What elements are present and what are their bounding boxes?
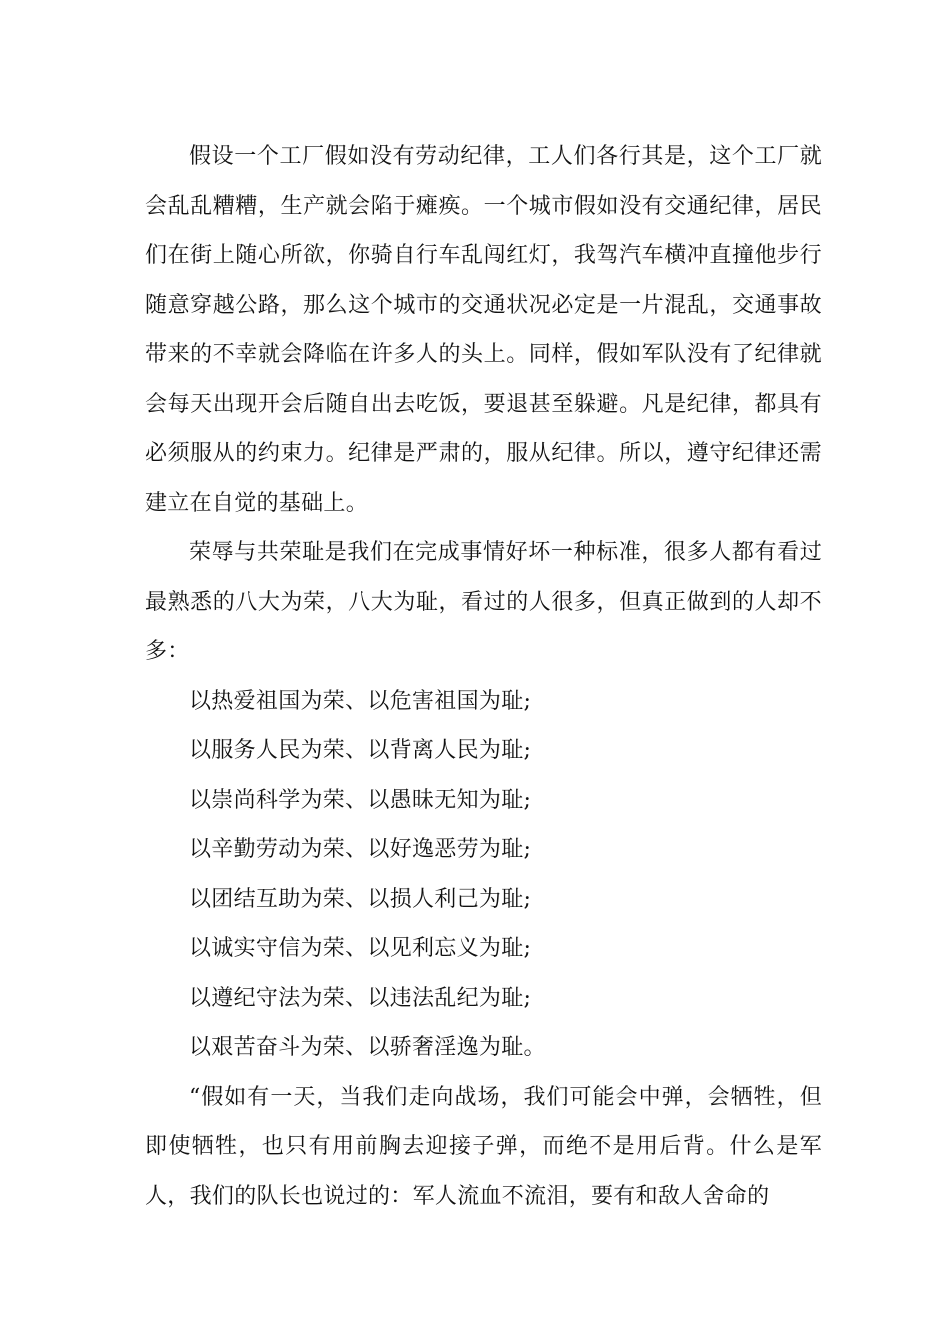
honor-list-item: 以热爱祖国为荣、以危害祖国为耻; <box>189 688 532 714</box>
honor-list-item: 以艰苦奋斗为荣、以骄奢淫逸为耻。 <box>189 1035 546 1060</box>
honor-list-item: 以服务人民为荣、以背离人民为耻; <box>189 738 532 763</box>
honor-list-item: 以遵纪守法为荣、以违法乱纪为耻; <box>189 985 532 1011</box>
honor-list-item: 以团结互助为荣、以损人利己为耻; <box>189 886 532 912</box>
honor-list-item: 以诚实守信为荣、以见利忘义为耻; <box>189 936 532 961</box>
paragraph-discipline: 假设一个工厂假如没有劳动纪律，工人们各行其是，这个工厂就会乱乱糟糟，生产就会陷于瘫痪。一个城市假如没有交通纪律，居民们在街上随心所欲，你骑自行车乱闯红灯，我驾汽车横冲直撞他步行随意穿越公路，那么这个城市的交通状况必定是一片混乱，交通事故带来的不幸就会降临在许多人的头上。同样，假如军队没有了纪律就会每天出现开会后随自出去吃饭，要退甚至躲避。凡是纪律，都具有必须服从的约束力。纪律是严肃的，服从纪律。所以，遵守纪律还需建立在自觉的基础上。 <box>145 144 822 516</box>
paragraph-honor-shame: 荣辱与共荣耻是我们在完成事情好坏一种标准，很多人都有看过最熟悉的八大为荣，八大为耻，看过的人很多，但真正做到的人却不多： <box>145 540 822 664</box>
honor-list-item: 以崇尚科学为荣、以愚昧无知为耻; <box>189 787 532 813</box>
paragraph-soldier-quote: “假如有一天，当我们走向战场，我们可能会中弹，会牺牲，但即使牺牲，也只有用前胸去迎接子弹，而绝不是用后背。什么是军人，我们的队长也说过的：军人流血不流泪，要有和敌人舍命的 <box>145 1084 822 1209</box>
honor-list-item: 以辛勤劳动为荣、以好逸恶劳为耻; <box>189 837 532 862</box>
